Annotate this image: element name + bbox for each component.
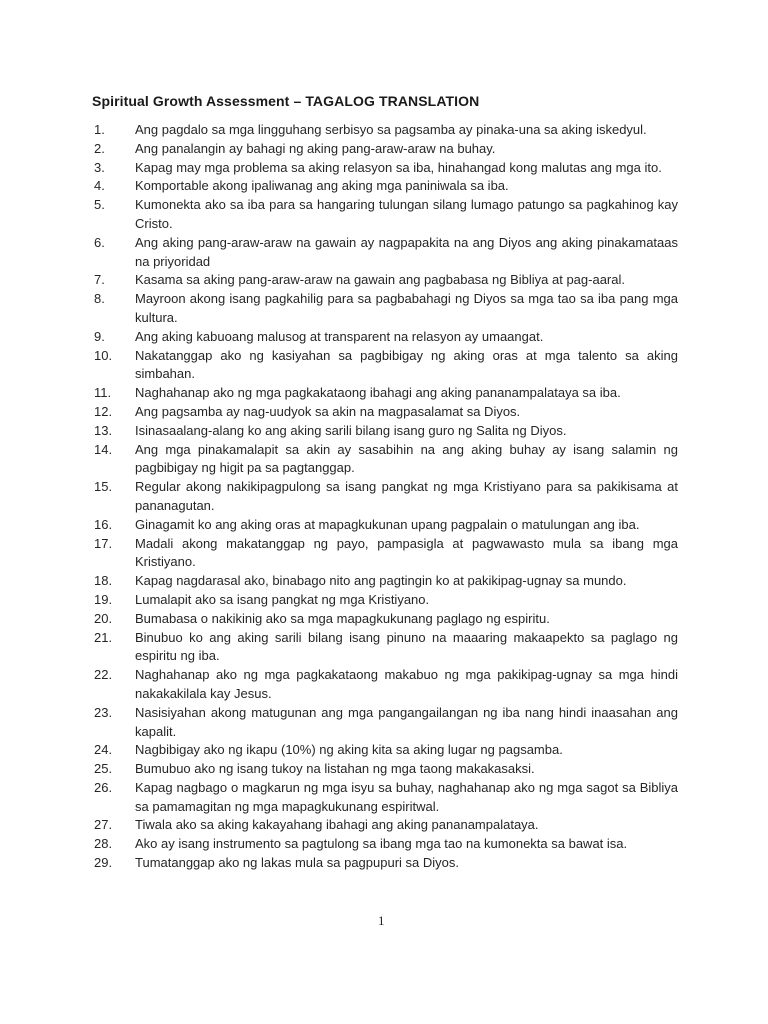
list-item [94,159,678,178]
item-text: Ang mga pinakamalapit sa akin ay sasabihin na ang aking buhay ay isang salamin ng pagbibigay ng higit pa sa pagtanggap. [135,441,678,476]
item-number [94,572,135,591]
list-item [94,816,678,835]
item-text: Tumatanggap ako ng lakas mula sa pagpupuri sa Diyos. [135,855,459,871]
list-item [94,422,678,441]
item-text: Ang aking kabuoang malusog at transparent na relasyon ay umaangat. [135,328,544,344]
item-number-label: 24. [94,742,113,758]
item-text: Komportable akong ipaliwanag ang aking mga paniniwala sa iba. [135,178,509,194]
assessment-list [94,121,678,873]
item-number-label: 12. [94,403,113,419]
item-number [94,290,135,328]
item-number-label: 15. [94,479,113,495]
item-text: Kapag nagdarasal ako, binabago nito ang pagtingin ko at pakikipag-ugnay sa mundo. [135,573,627,589]
item-number [94,140,135,159]
item-text: Binubuo ko ang aking sarili bilang isang pinuno na maaaring makaapekto sa paglago ng espiritu ng iba. [135,629,678,664]
item-text: Ako ay isang instrumento sa pagtulong sa ibang mga tao na kumonekta sa bawat isa. [135,836,628,852]
item-text: Naghahanap ako ng mga pagkakataong makabuo ng mga pakikipag-ugnay sa mga hindi nakakakilala kay Jesus. [135,667,678,701]
item-number [94,741,135,760]
item-number-label: 14. [94,441,113,457]
item-text: Bumubuo ako ng isang tukoy na listahan ng mga taong makakasaksi. [135,761,535,777]
list-item [94,328,678,347]
item-text: Ang panalangin ay bahagi ng aking pang-araw-araw na buhay. [135,140,496,156]
item-number-label: 11. [94,385,112,401]
item-number-label: 4. [94,178,105,194]
item-number [94,760,135,779]
item-number [94,779,135,817]
item-text: Kapag may mga problema sa aking relasyon sa iba, hinahangad kong malutas ang mga ito. [135,159,662,175]
item-number [94,121,135,140]
item-number-label: 17. [94,535,113,551]
list-item [94,384,678,403]
item-number [94,854,135,873]
item-number [94,441,135,479]
item-text: Naghahanap ako ng mga pagkakataong ibahagi ang aking pananampalataya sa iba. [135,385,621,401]
item-text: Mayroon akong isang pagkahilig para sa pagbabahagi ng Diyos sa mga tao sa iba pang mga kultura. [135,291,678,325]
list-item [94,610,678,629]
list-item [94,121,678,140]
item-text: Ginagamit ko ang aking oras at mapagkukunan upang pagpalain o matulungan ang iba. [135,516,640,532]
list-item [94,741,678,760]
item-number-label: 2. [94,140,105,156]
list-item [94,835,678,854]
item-number [94,177,135,196]
item-text: Madali akong makatanggap ng payo, pampasigla at pagwawasto mula sa ibang mga Kristiyano. [135,535,678,570]
item-number-label: 6. [94,234,105,250]
item-number [94,516,135,535]
item-number-label: 13. [94,422,113,438]
item-number-label: 19. [94,591,113,607]
list-item [94,441,678,479]
item-number [94,535,135,573]
item-number [94,384,135,403]
document-title: Spiritual Growth Assessment – TAGALOG TRANSLATION [92,93,480,109]
item-number-label: 25. [94,761,113,777]
item-number-label: 16. [94,516,113,532]
item-number [94,629,135,667]
item-text: Regular akong nakikipagpulong sa isang pangkat ng mga Kristiyano para sa pakikisama at pananagutan. [135,479,678,513]
list-item [94,347,678,385]
item-text: Nakatanggap ako ng kasiyahan sa pagbibigay ng aking oras at mga talento sa aking simbahan. [135,347,678,382]
list-item [94,290,678,328]
item-number-label: 20. [94,610,113,626]
list-item [94,271,678,290]
item-number [94,196,135,234]
item-number-label: 21. [94,629,113,645]
item-number [94,422,135,441]
list-item [94,704,678,742]
item-number-label: 27. [94,817,113,833]
item-number-label: 1. [94,122,105,137]
item-number [94,328,135,347]
item-text: Ang pagsamba ay nag-uudyok sa akin na magpasalamat sa Diyos. [135,403,521,419]
item-number-label: 29. [94,855,113,871]
item-number [94,704,135,742]
list-item [94,760,678,779]
item-text: Ang aking pang-araw-araw na gawain ay nagpapakita na ang Diyos ang aking pinakamataas na priyoridad [135,234,678,269]
item-text: Nasisiyahan akong matugunan ang mga pangangailangan ng iba nang hindi inaasahan ang kapalit. [135,704,678,739]
item-number-label: 7. [94,272,105,288]
item-number [94,478,135,516]
item-number-label: 3. [94,159,105,175]
list-item [94,140,678,159]
item-text: Kumonekta ako sa iba para sa hangaring tulungan silang lumago patungo sa pagkahinog kay Cristo. [135,197,678,231]
item-text: Tiwala ako sa aking kakayahang ibahagi ang aking pananampalataya. [135,817,539,833]
item-number [94,403,135,422]
list-item [94,516,678,535]
list-item [94,535,678,573]
list-item [94,234,678,272]
item-text: Lumalapit ako sa isang pangkat ng mga Kristiyano. [135,591,430,607]
item-number [94,610,135,629]
item-number [94,159,135,178]
item-text: Isinasaalang-alang ko ang aking sarili bilang isang guro ng Salita ng Diyos. [135,422,567,438]
item-number-label: 26. [94,779,113,795]
item-number-label: 9. [94,328,105,344]
item-number [94,816,135,835]
item-text: Kapag nagbago o magkarun ng mga isyu sa buhay, naghahanap ako ng mga sagot sa Bibliya sa pamamagitan ng mga mapagkukunang espiritwal. [135,779,678,814]
item-text: Ang pagdalo sa mga lingguhang serbisyo sa pagsamba ay pinaka-una sa aking iskedyul. [135,122,647,137]
list-item [94,854,678,873]
list-item [94,177,678,196]
list-item [94,478,678,516]
list-item [94,572,678,591]
item-number [94,835,135,854]
item-text: Nagbibigay ako ng ikapu (10%) ng aking kita sa aking lugar ng pagsamba. [135,742,563,758]
item-number-label: 5. [94,197,105,213]
item-number [94,234,135,272]
item-number-label: 22. [94,667,113,683]
item-number-label: 23. [94,704,113,720]
item-text: Kasama sa aking pang-araw-araw na gawain ang pagbabasa ng Bibliya at pag-aaral. [135,272,625,288]
item-text: Bumabasa o nakikinig ako sa mga mapagkukunang paglago ng espiritu. [135,610,550,626]
item-number-label: 10. [94,347,113,363]
item-number [94,591,135,610]
item-number-label: 28. [94,836,113,852]
item-number [94,666,135,704]
list-item [94,403,678,422]
item-number-label: 8. [94,291,105,307]
page-number: 1 [378,913,385,928]
list-item [94,196,678,234]
list-item [94,666,678,704]
list-item [94,779,678,817]
list-item [94,629,678,667]
item-number-label: 18. [94,573,113,589]
item-number [94,271,135,290]
list-item [94,591,678,610]
item-number [94,347,135,385]
